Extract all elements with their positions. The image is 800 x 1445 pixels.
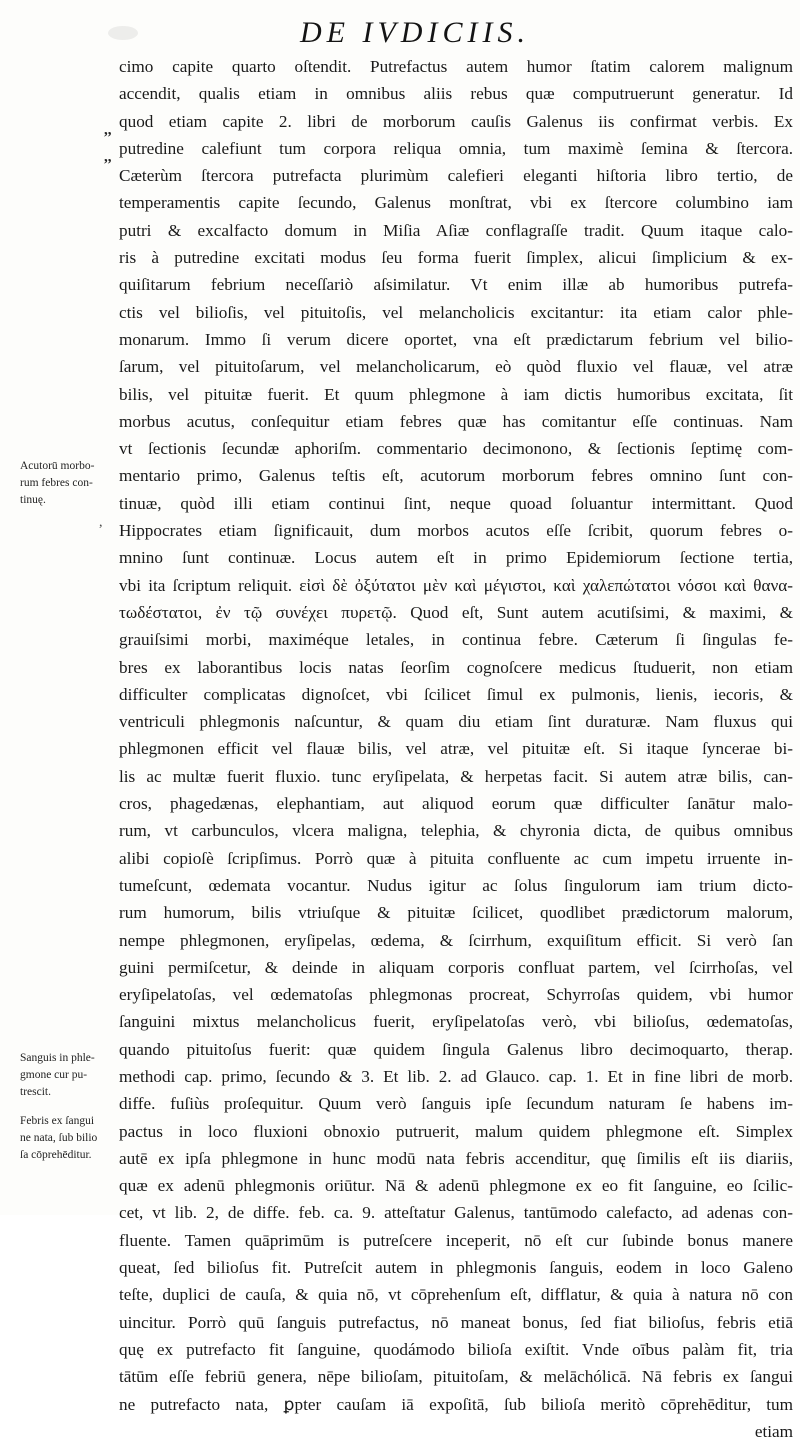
margin-note-line: Febris ex ſangui (20, 1115, 95, 1127)
text-line: cimo capite quarto oſtendit. Putrefactus autem humor ſtatim calorem malignum (119, 57, 793, 76)
margin-note-line: Sanguis in phle- (20, 1052, 95, 1064)
text-line: quę ex putrefacto fit ſanguine, quodámodo bilioſa exiſtit. Vnde oībus palàm fit, tria (119, 1339, 793, 1359)
text-line: vt ſectionis ſecundæ aphoriſm. commentario decimonono, & ſectionis ſeptimę com- (119, 439, 793, 459)
text-line: alibi copioſè ſcripſimus. Porrò quæ à pituita confluente ac cum impetu irruente in- (119, 848, 793, 868)
text-line: eryſipelatoſas, vel œdematoſas phlegmonas procreat, Schyrroſas quidem, vbi humor (119, 985, 793, 1005)
margin-note-line: tinuę. (20, 494, 46, 506)
text-line: τωδέστατοι, ἐν τῷ συνέχει πυρετῷ. Quod eſt, Sunt autem acutiſsimi, & maximi, & (119, 602, 793, 622)
margin-note-line: rum febres con- (20, 477, 93, 489)
text-line: ne putrefacto nata, ꝑpter cauſam iā expoſitā, ſub bilioſa meritò cōprehēditur, tum (119, 1394, 793, 1414)
text-line: methodi cap. primo, ſecundo & 3. Et lib. 2. ad Glauco. cap. 1. Et in fine libri de morb. (119, 1066, 793, 1086)
text-line: monarum. Immo ſi verum dicere oportet, vna eſt prædictarum febrium vel bilio- (119, 329, 793, 349)
margin-note-line: gmone cur pu- (20, 1069, 88, 1081)
text-line: ſanguini mixtus melancholicus fuerit, eryſipelatoſas verò, vbi bilioſus, œdematoſas, (119, 1012, 793, 1032)
text-line: tātūm eſſe febriū genera, nēpe bilioſam, pituitoſam, & melāchólicā. Nā febris ex ſangui (119, 1367, 793, 1387)
text-line: uincitur. Porrò quū ſanguis putrefactus, nō maneat bonus, ſed fiat bilioſus, febris etiā (119, 1312, 793, 1332)
text-line: etiam (754, 1421, 793, 1441)
text-line: quæ ex adenū phlegmonis oriūtur. Nā & adenū phlegmone ex eo fit ſanguine, eo ſcilic- (119, 1176, 793, 1196)
margin-note-blood-fever (20, 1113, 118, 1164)
text-line: cros, phagedænas, elephantiam, aut aliquod eorum quæ difficulter ſanātur malo- (119, 794, 793, 814)
margin-note-line: trescit. (20, 1086, 51, 1098)
text-line: morbus acutus, conſequitur etiam febres quæ has comitantur eſſe continuas. Nam (119, 411, 793, 431)
text-line: quiſitarum febrium neceſſariò aſsimilatur. Vt enim illæ ab humoribus putrefa- (119, 275, 793, 295)
text-line: rum, vt carbunculos, vlcera maligna, telephia, & chyronia dicta, de quibus omnibus (119, 821, 793, 841)
text-line: diffe. fuſiùs proſequitur. Quum verò ſanguis ipſe ſecundum naturam ſe habens im- (119, 1094, 793, 1114)
margin-note-line: ne nata, ſub bilio (20, 1132, 98, 1144)
quote-mark: ,, (104, 149, 112, 165)
text-line: quod etiam capite 2. libri de morborum cauſis Galenus iis confirmat verbis. Ex (119, 111, 793, 131)
text-line: Cæterùm ſtercora putrefacta plurimùm calefieri eleganti hiſtoria libro tertio, de (119, 166, 793, 186)
text-line: putri & excalfacto domum in Miſia Aſiæ conflagraſſe tradit. Quum itaque calo- (119, 220, 793, 240)
margin-note-acute-fevers (20, 458, 118, 509)
text-line: nempe phlegmonen, eryſipelas, œdema, & ſcirrhum, exquiſitum efficit. Si verò ſan (119, 930, 793, 950)
text-line: fluente. Tamen quāprimūm is putreſcere inceperit, nō eſt cur ſubinde bonus manere (119, 1230, 793, 1250)
text-line: pactus in loco fluxioni obnoxio putruerit, malum quidem phlegmone eſt. Simplex (119, 1121, 793, 1141)
text-line: bilis, vel pituitæ fuerit. Et quum phlegmone à iam dictis humoribus excitata, ſit (119, 384, 793, 404)
margin-note-line: ſa cōprehēditur. (20, 1149, 92, 1161)
body-text (119, 53, 793, 1445)
quote-mark: ,, (104, 122, 112, 138)
text-line: cet, vt lib. 2, de diffe. feb. ca. 9. atteſtatur Galenus, tantūmodo calefacto, ad adenas con- (119, 1203, 793, 1223)
text-line: difficulter complicatas dignoſcet, vbi ſcilicet ſimul ex pulmonis, lienis, iecoris, & (119, 684, 793, 704)
text-line: Hippocrates etiam ſignificauit, dum morbos acutos eſſe ſcribit, quorum febres o- (119, 521, 793, 541)
ink-smudge (108, 26, 138, 40)
text-line: mentario primo, Galenus teſtis eſt, acutorum morborum febres omnino ſunt con- (119, 466, 793, 486)
text-line: temperamentis capite ſecundo, Galenus monſtrat, vbi ex ſtercore columbino iam (119, 193, 793, 213)
text-line: ſarum, vel pituitoſarum, vel melancholicarum, eò quòd fluxio vel flauæ, vel atræ (119, 357, 793, 377)
text-line: lis ac multæ fuerit fluxio. tunc eryſipelata, & herpetas facit. Si autem atræ bilis, can- (119, 766, 793, 786)
text-line: phlegmonen efficit vel flauæ bilis, vel atræ, vel pituitæ eſt. Si itaque ſyncerae bi- (119, 739, 793, 759)
text-line: tinuæ, quòd illi etiam continui ſint, neque quoad ſoluantur intermittant. Quod (119, 493, 793, 513)
text-line: vbi ita ſcriptum reliquit. εἰσὶ δὲ ὀξύτατοι μὲν καὶ μέγιστοι, καὶ χαλεπώτατοι νόσοι καὶ θανα- (119, 575, 793, 595)
text-line: autē ex ipſa phlegmone in hunc modū nata febris accenditur, quę ſimilis eſt iis diariis, (119, 1148, 793, 1168)
text-line: ris à putredine excitati modus ſeu forma fuerit ſimplex, alicui ſimplicium & ex- (119, 248, 793, 268)
text-line: teſte, duplici de cauſa, & quia nō, vt cōprehenſum eſt, difflatur, & quia à natura nō con (119, 1285, 793, 1305)
text-line: ctis vel bilioſis, vel pituitoſis, vel melancholicis excitantur: ita etiam calor phle- (119, 302, 793, 322)
text-line: quando pituitoſus fuerit: quæ quidem ſingula Galenus libro decimoquarto, therap. (119, 1039, 793, 1059)
text-line: tumeſcunt, œdemata vocantur. Nudus igitur ac ſolus ſingulorum iam trium dicto- (119, 875, 793, 895)
running-title: DE IVDICIIS. (300, 16, 530, 49)
text-line: mnino ſunt continuæ. Locus autem eſt in primo Epidemiorum ſectione tertia, (119, 548, 793, 568)
margin-note-blood-phlegmon (20, 1050, 118, 1101)
text-line: grauiſsimi morbi, maximéque letales, in continua febre. Cæterum ſi ſingulas fe- (119, 630, 793, 650)
text-line: rum humorum, bilis vtriuſque & pituitæ ſcilicet, quodlibet prædictorum malorum, (119, 903, 793, 923)
text-line: accendit, qualis etiam in omnibus aliis rebus quæ computruerunt generatur. Id (119, 84, 793, 104)
margin-note-line: Acutorū morbo- (20, 460, 95, 472)
text-line: queat, ſed bilioſus fit. Putreſcit autem in phlegmonis ſanguis, eodem in loco Galeno (119, 1258, 793, 1278)
text-line: ventriculi phlegmonis naſcuntur, & quam diu etiam ſint duraturæ. Nam fluxus qui (119, 712, 793, 732)
text-line: guini permiſcetur, & deinde in aliquam corporis confluat partem, vel ſcirrhoſas, vel (119, 957, 793, 977)
margin-dash: , (99, 515, 103, 530)
text-line: putredine calefiunt tum corpora reliqua omnia, tum maximè ſemina & ſtercora. (119, 138, 793, 158)
text-line: bres ex laborantibus locis natas ſeorſim cognoſcere medicus ſtuduerit, non etiam (119, 657, 793, 677)
